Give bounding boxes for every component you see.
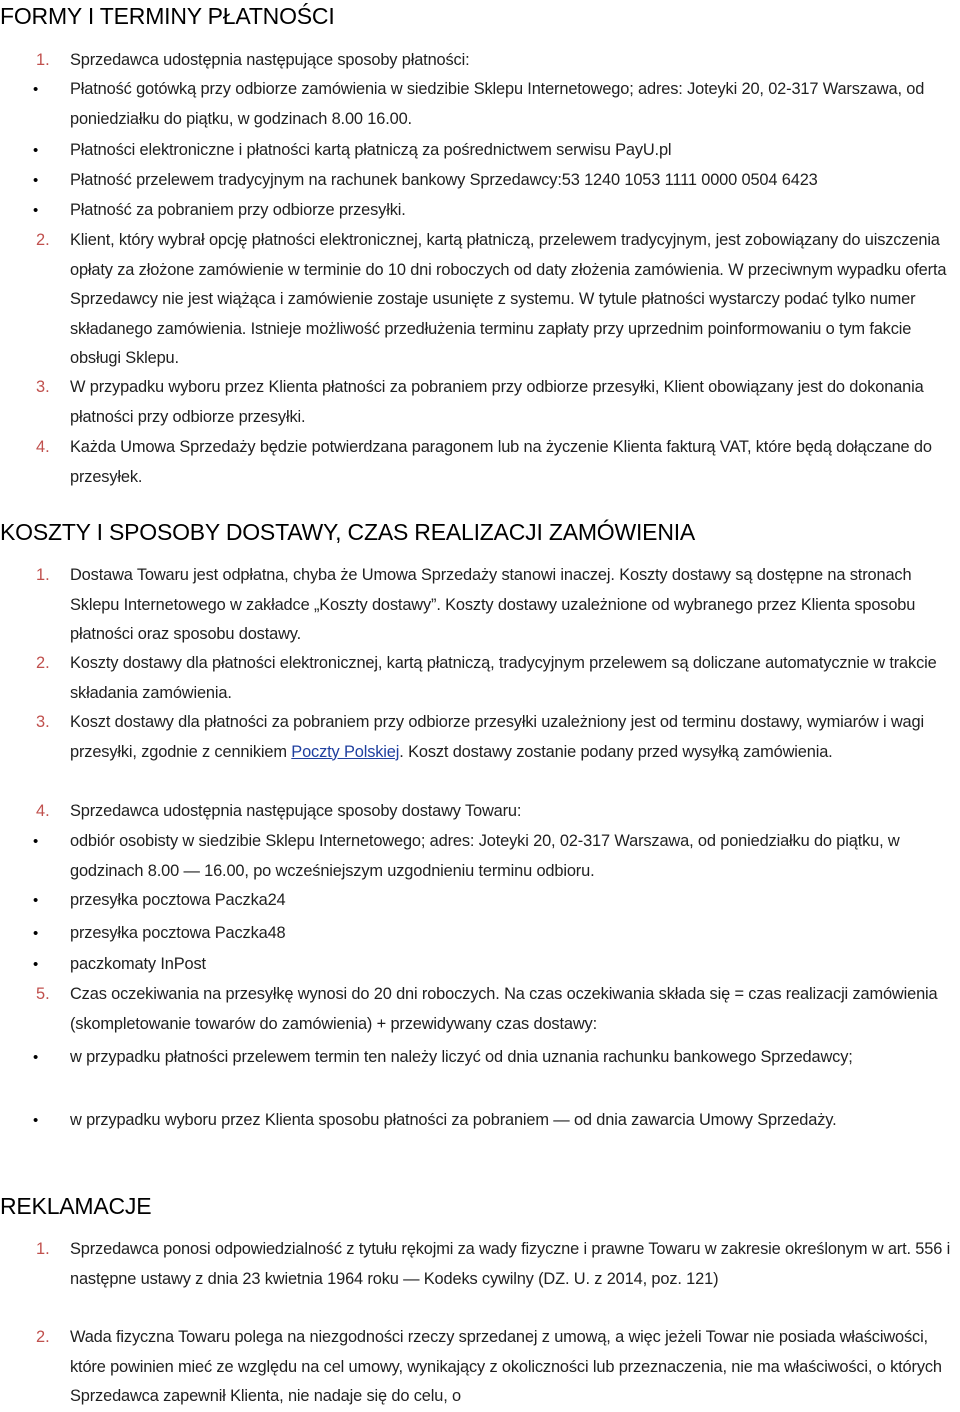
list-item: Sprzedawca udostępnia następujące sposoby dostawy Towaru: [70, 802, 522, 820]
list-item: Czas oczekiwania na przesyłkę wynosi do 20 dni roboczych. Na czas oczekiwania składa się = czas realizacji zamówienia (skompletowanie towarów do zamówienia) + przewidywany czas dostawy: [70, 985, 938, 1033]
list-item: Sprzedawca udostępnia następujące sposoby płatności: [70, 51, 470, 69]
list-item: odbiór osobisty w siedzibie Sklepu Internetowego; adres: Joteyki 20, 02-317 Warszawa, od poniedziałku do piątku, w godzinach 8.00 — 16.00, po wcześniejszym uzgodnieniu terminu odbioru. [70, 832, 900, 880]
list-number: 1. [36, 51, 50, 69]
list-item: Dostawa Towaru jest odpłatna, chyba że Umowa Sprzedaży stanowi inaczej. Koszty dostawy są dostępne na stronach Sklepu Internetowego w zakładce „Koszty dostawy”. Koszty dostawy uzależnione od wybranego przez Klienta sposobu płatności oraz sposobu dostawy. [70, 566, 916, 643]
list-item: Koszty dostawy dla płatności elektronicznej, kartą płatniczą, tradycyjnym przelewem są doliczane automatycznie w trakcie składania zamówienia. [70, 654, 937, 702]
list-item [70, 708, 956, 767]
list-number: 1. [36, 1240, 50, 1258]
bullet-icon: • [33, 142, 39, 159]
list-item: Każda Umowa Sprzedaży będzie potwierdzana paragonem lub na życzenie Klienta fakturą VAT, które będą dołączane do przesyłek. [70, 438, 932, 486]
list-item: Płatność za pobraniem przy odbiorze przesyłki. [70, 201, 406, 219]
list-number: 3. [36, 713, 50, 731]
section-title-complaints: REKLAMACJE [0, 1193, 152, 1219]
list-number: 2. [36, 231, 50, 249]
list-item: Sprzedawca ponosi odpowiedzialność z tytułu rękojmi za wady fizyczne i prawne Towaru w zakresie określonym w art. 556 i następne ustawy z dnia 23 kwietnia 1964 roku — Kodeks cywilny (DZ. U. z 2014, poz. 121) [70, 1240, 951, 1288]
list-number: 2. [36, 654, 50, 672]
list-item: przesyłka pocztowa Paczka48 [70, 924, 286, 942]
list-item: Płatność przelewem tradycyjnym na rachunek bankowy Sprzedawcy:53 1240 1053 1111 0000 0504 6423 [70, 171, 818, 189]
bullet-icon: • [33, 892, 39, 909]
list-item: Klient, który wybrał opcję płatności elektronicznej, kartą płatniczą, przelewem tradycyjnym, jest zobowiązany do uiszczenia opłaty za złożone zamówienie w terminie do 10 dni roboczych od daty złożenia zamówienia. W przeciwnym wypadku oferta Sprzedawcy nie jest wiążąca i zamówienie zostaje usunięte z systemu. W tytule płatności wystarczy podać tylko numer składanego zamówienia. Istnieje możliwość przedłużenia terminu zapłaty przy uprzednim poinformowaniu o tym fakcie obsługi Sklepu. [70, 231, 947, 367]
list-item: Wada fizyczna Towaru polega na niezgodności rzeczy sprzedanej z umową, a więc jeżeli Towar nie posiada właściwości, które powinien mieć ze względu na cel umowy, wynikający z okoliczności lub przeznaczenia, nie ma właściwości, o których Sprzedawca zapewnił Klienta, nie nadaje się do celu, o [70, 1328, 942, 1405]
list-item: w przypadku wyboru przez Klienta sposobu płatności za pobraniem — od dnia zawarcia Umowy Sprzedaży. [70, 1111, 837, 1129]
list-number: 5. [36, 985, 50, 1003]
list-item: w przypadku płatności przelewem termin ten należy liczyć od dnia uznania rachunku bankowego Sprzedawcy; [70, 1048, 853, 1066]
bullet-icon: • [33, 202, 39, 219]
item-text: Koszt dostawy dla płatności za pobraniem przy odbiorze przesyłki uzależniony jest od terminu dostawy, wymiarów i wagi przesyłki, zgodnie z cennikiem [70, 713, 924, 761]
list-number: 4. [36, 802, 50, 820]
bullet-icon: • [33, 833, 39, 850]
list-item: przesyłka pocztowa Paczka24 [70, 891, 286, 909]
bullet-icon: • [33, 172, 39, 189]
list-number: 4. [36, 438, 50, 456]
poczta-polska-link[interactable]: Poczty Polskiej [291, 742, 400, 761]
list-number: 1. [36, 566, 50, 584]
item-text: . Koszt dostawy zostanie podany przed wysyłką zamówienia. [399, 742, 833, 761]
list-item: Płatność gotówką przy odbiorze zamówienia w siedzibie Sklepu Internetowego; adres: Joteyki 20, 02-317 Warszawa, od poniedziałku do piątku, w godzinach 8.00 16.00. [70, 80, 925, 128]
list-number: 2. [36, 1328, 50, 1346]
list-number: 3. [36, 378, 50, 396]
section-title-payment: FORMY I TERMINY PŁATNOŚCI [0, 3, 335, 29]
bullet-icon: • [33, 81, 39, 98]
section-title-delivery: KOSZTY I SPOSOBY DOSTAWY, CZAS REALIZACJI ZAMÓWIENIA [0, 519, 696, 545]
bullet-icon: • [33, 956, 39, 973]
list-item: Płatności elektroniczne i płatności kartą płatniczą za pośrednictwem serwisu PayU.pl [70, 141, 672, 159]
list-item: paczkomaty InPost [70, 955, 206, 973]
bullet-icon: • [33, 1112, 39, 1129]
bullet-icon: • [33, 925, 39, 942]
bullet-icon: • [33, 1049, 39, 1066]
list-item: W przypadku wyboru przez Klienta płatności za pobraniem przy odbiorze przesyłki, Klient obowiązany jest do dokonania płatności przy odbiorze przesyłki. [70, 378, 924, 426]
